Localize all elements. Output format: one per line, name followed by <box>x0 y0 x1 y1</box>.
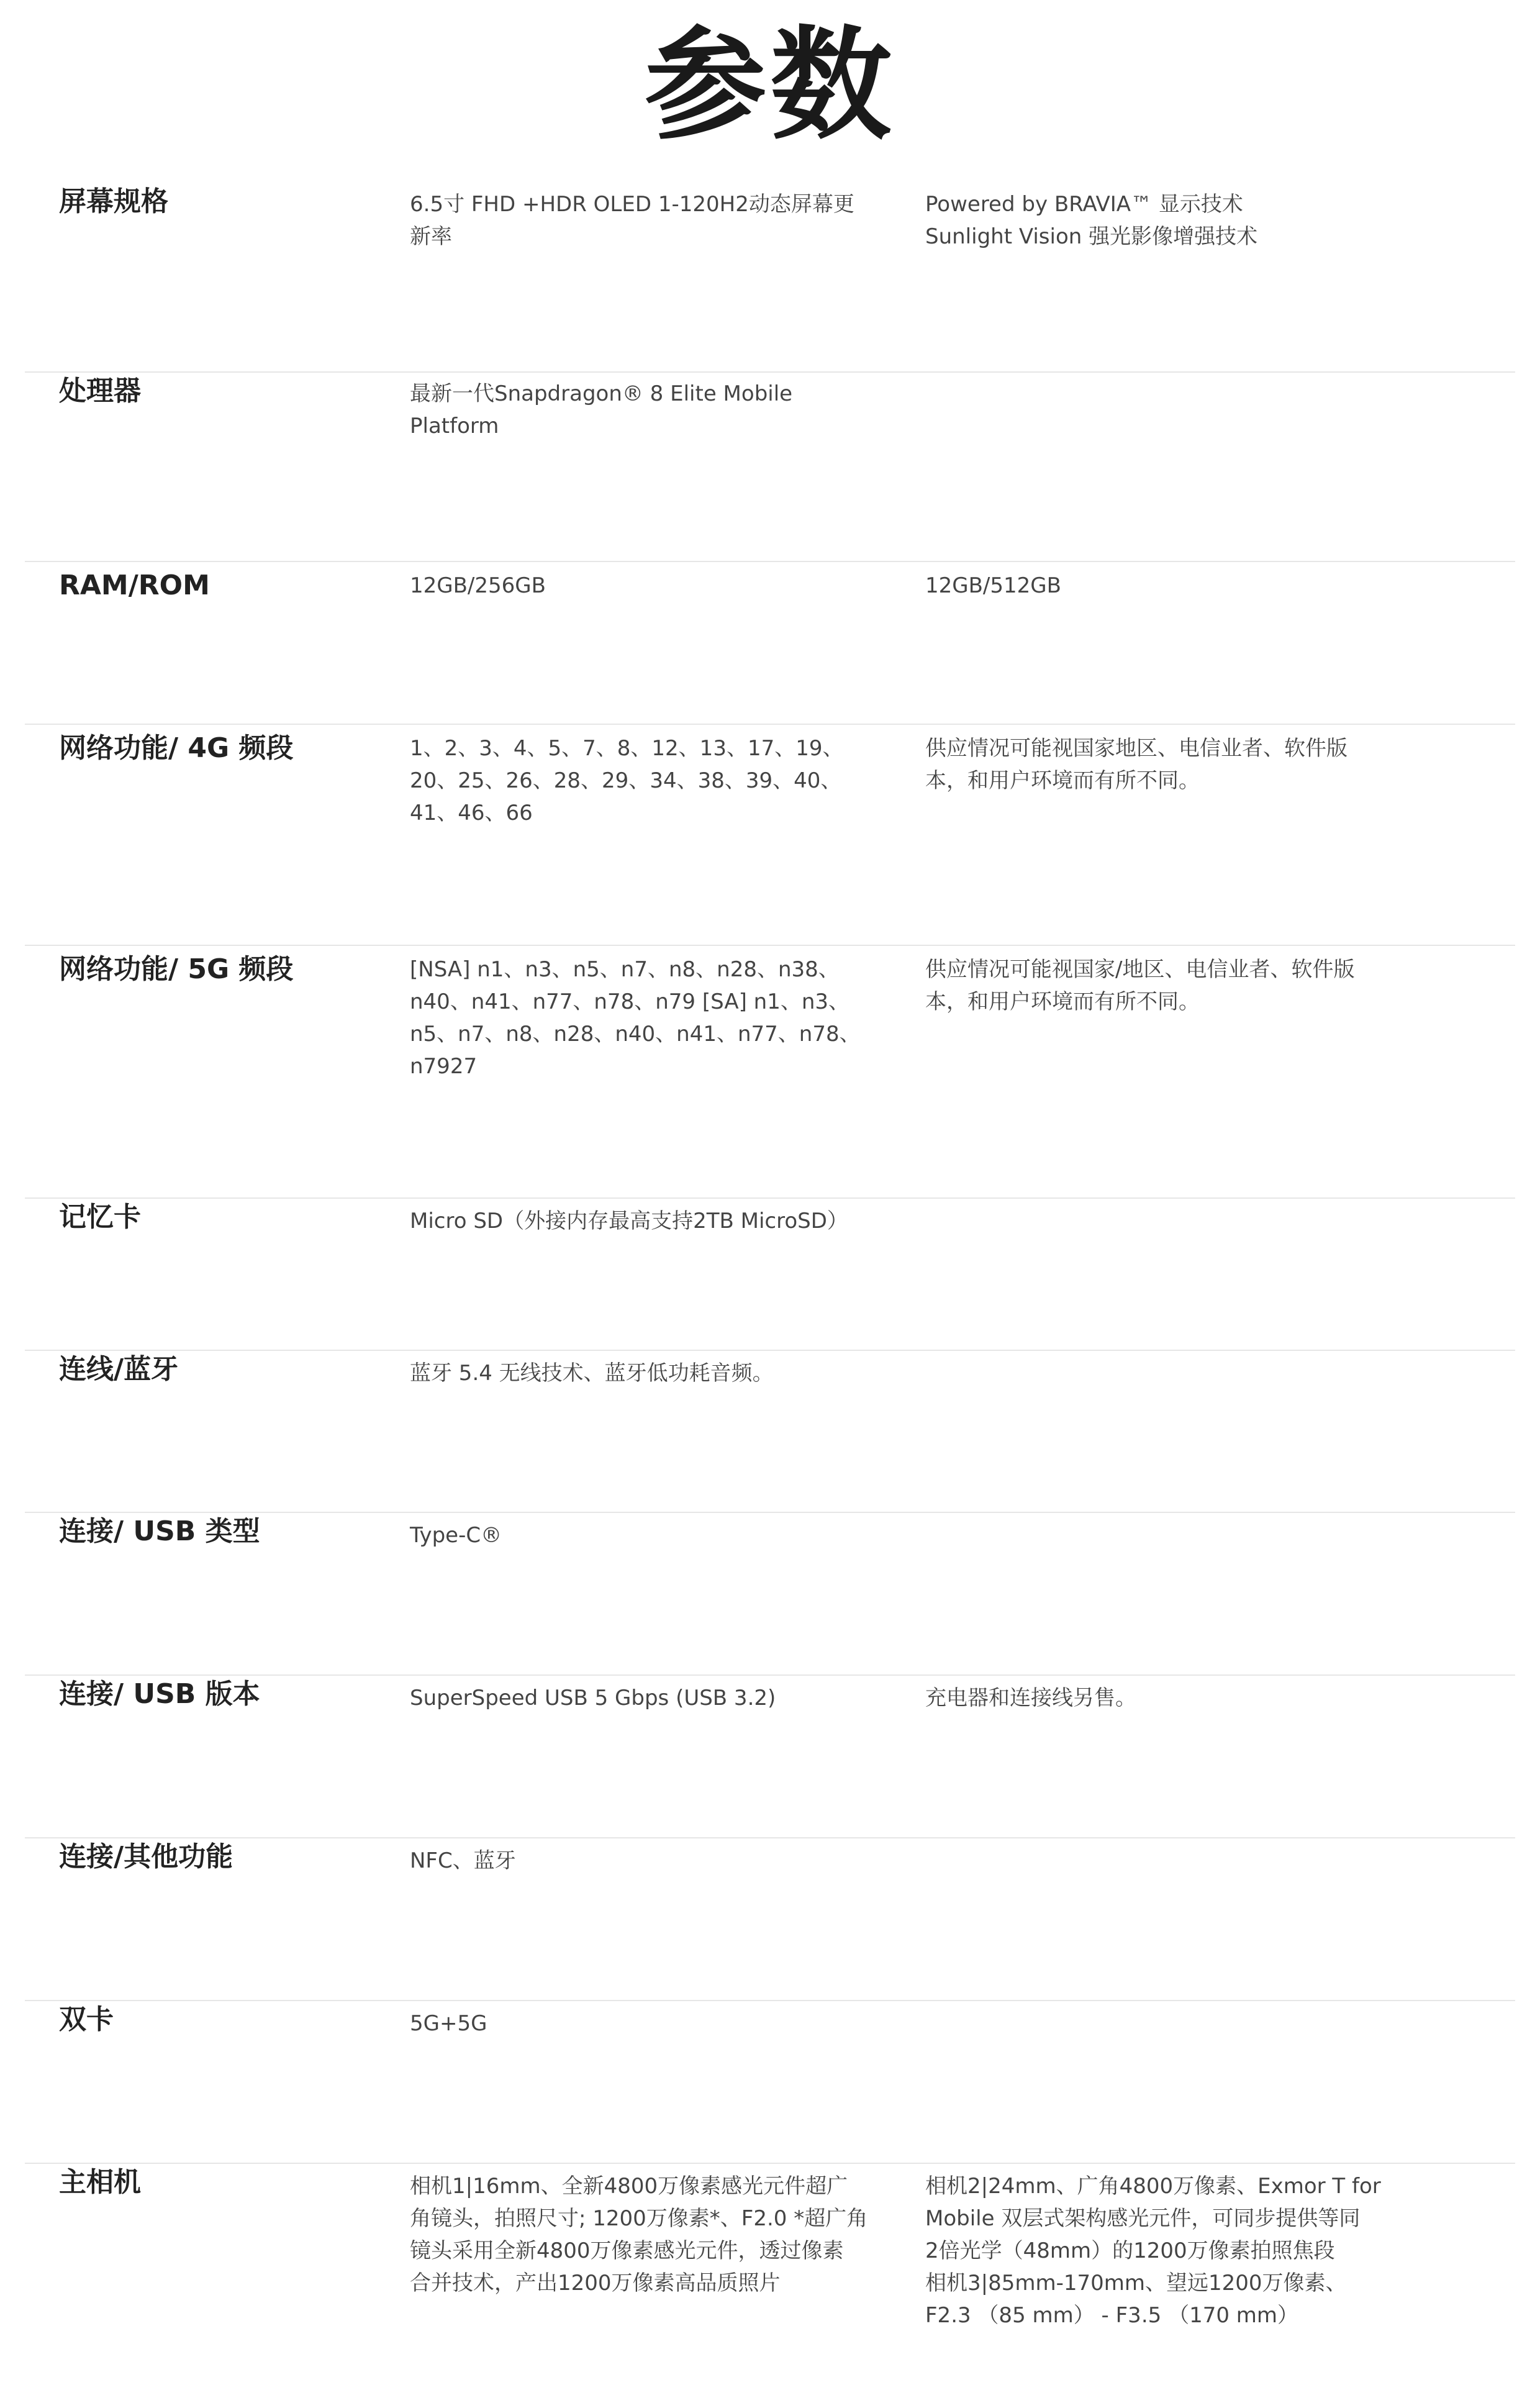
spec-value-line: 相机1|16mm、全新4800万像素感光元件超广 <box>410 2174 848 2199</box>
spec-value-line: F2.3 （85 mm） - F3.5 （170 mm） <box>925 2303 1299 2328</box>
spec-value-line: 5G+5G <box>410 2011 487 2036</box>
spec-value-line: Sunlight Vision 强光影像增强技术 <box>925 224 1258 249</box>
spec-value-line: 合并技术，产出1200万像素高品质照片 <box>410 2271 781 2296</box>
spec-value-primary <box>410 953 907 1083</box>
spec-value-line: 1、2、3、4、5、7、8、12、13、17、19、 <box>410 736 844 761</box>
spec-row <box>25 2001 1515 2164</box>
spec-value-line: 本，和用户环境而有所不同。 <box>925 989 1200 1014</box>
spec-value-line: 镜头采用全新4800万像素感光元件，透过像素 <box>410 2238 844 2263</box>
spec-row <box>25 1351 1515 1513</box>
spec-value-primary <box>410 732 907 829</box>
spec-value-line: Platform <box>410 414 499 438</box>
spec-value-line: n5、n7、n8、n28、n40、n41、n77、n78、 <box>410 1022 861 1047</box>
spec-label: 网络功能/ 4G 频段 <box>59 732 294 764</box>
page-title: 参数 <box>644 15 895 157</box>
spec-value-line: Mobile 双层式架构感光元件，可同步提供等同 <box>925 2206 1361 2231</box>
spec-row <box>25 946 1515 1199</box>
spec-value-line: 最新一代Snapdragon® 8 Elite Mobile <box>410 381 793 406</box>
spec-label: 连接/其他功能 <box>59 1841 233 1873</box>
spec-value-line: 角镜头，拍照尺寸; 1200万像素*、F2.0 *超广角 <box>410 2206 868 2231</box>
spec-value-line: Micro SD（外接内存最高支持2TB MicroSD） <box>410 1209 848 1233</box>
spec-value-secondary <box>925 188 1447 253</box>
spec-value-primary <box>410 1682 907 1714</box>
spec-value-line: 相机3|85mm-170mm、望远1200万像素、 <box>925 2271 1347 2296</box>
spec-value-secondary <box>925 2170 1447 2332</box>
spec-value-line: 充电器和连接线另售。 <box>925 1686 1136 1710</box>
spec-value-line: n40、n41、n77、n78、n79 [SA] n1、n3、 <box>410 989 850 1014</box>
spec-value-line: Type-C® <box>410 1523 502 1548</box>
spec-value-line: 本，和用户环境而有所不同。 <box>925 768 1200 793</box>
spec-value-line: n7927 <box>410 1054 478 1079</box>
spec-value-primary <box>410 188 907 253</box>
spec-value-line: 新率 <box>410 224 452 249</box>
spec-label: 连接/ USB 类型 <box>59 1515 260 1547</box>
spec-value-line: 12GB/512GB <box>925 573 1061 598</box>
spec-value-line: 6.5寸 FHD +HDR OLED 1-120H2动态屏幕更 <box>410 192 854 217</box>
spec-value-primary <box>410 2007 907 2040</box>
spec-value-line: 供应情况可能视国家/地区、电信业者、软件版 <box>925 957 1355 982</box>
spec-value-primary <box>410 378 907 442</box>
spec-label: 双卡 <box>59 2004 114 2035</box>
spec-value-line: SuperSpeed USB 5 Gbps (USB 3.2) <box>410 1686 776 1710</box>
spec-value-line: 蓝牙 5.4 无线技术、蓝牙低功耗音频。 <box>410 1361 774 1386</box>
spec-row <box>25 562 1515 725</box>
spec-value-primary <box>410 1205 907 1237</box>
spec-value-line: 2倍光学（48mm）的1200万像素拍照焦段 <box>925 2238 1335 2263</box>
spec-value-primary <box>410 1845 907 1877</box>
spec-label: 屏幕规格 <box>59 186 168 217</box>
spec-value-secondary <box>925 1682 1447 1714</box>
spec-value-line: 12GB/256GB <box>410 573 546 598</box>
spec-value-primary <box>410 1357 907 1389</box>
spec-value-primary <box>410 570 907 602</box>
spec-label: 主相机 <box>59 2166 141 2198</box>
spec-row <box>25 2164 1515 2385</box>
spec-value-line: 相机2|24mm、广角4800万像素、Exmor T for <box>925 2174 1381 2199</box>
spec-row <box>25 183 1515 373</box>
spec-value-line: NFC、蓝牙 <box>410 1848 516 1873</box>
spec-value-secondary <box>925 570 1447 602</box>
spec-label: 网络功能/ 5G 频段 <box>59 953 294 985</box>
spec-label: 连接/ USB 版本 <box>59 1678 260 1710</box>
spec-value-line: [NSA] n1、n3、n5、n7、n8、n28、n38、 <box>410 957 840 982</box>
spec-row <box>25 1838 1515 2001</box>
spec-value-line: Powered by BRAVIA™ 显示技术 <box>925 192 1243 217</box>
spec-value-line: 41、46、66 <box>410 801 533 825</box>
spec-label: 处理器 <box>59 375 141 407</box>
spec-value-line: 20、25、26、28、29、34、38、39、40、 <box>410 768 842 793</box>
spec-row <box>25 373 1515 562</box>
spec-value-secondary <box>925 953 1447 1018</box>
spec-row <box>25 725 1515 946</box>
spec-label: 连线/蓝牙 <box>59 1353 179 1385</box>
spec-label: 记忆卡 <box>59 1201 141 1233</box>
spec-row <box>25 1513 1515 1676</box>
spec-row <box>25 1199 1515 1351</box>
spec-value-primary <box>410 2170 907 2299</box>
spec-value-secondary <box>925 732 1447 797</box>
spec-label: RAM/ROM <box>59 570 210 601</box>
spec-value-line: 供应情况可能视国家地区、电信业者、软件版 <box>925 736 1348 761</box>
spec-value-primary <box>410 1519 907 1551</box>
spec-row <box>25 1676 1515 1838</box>
